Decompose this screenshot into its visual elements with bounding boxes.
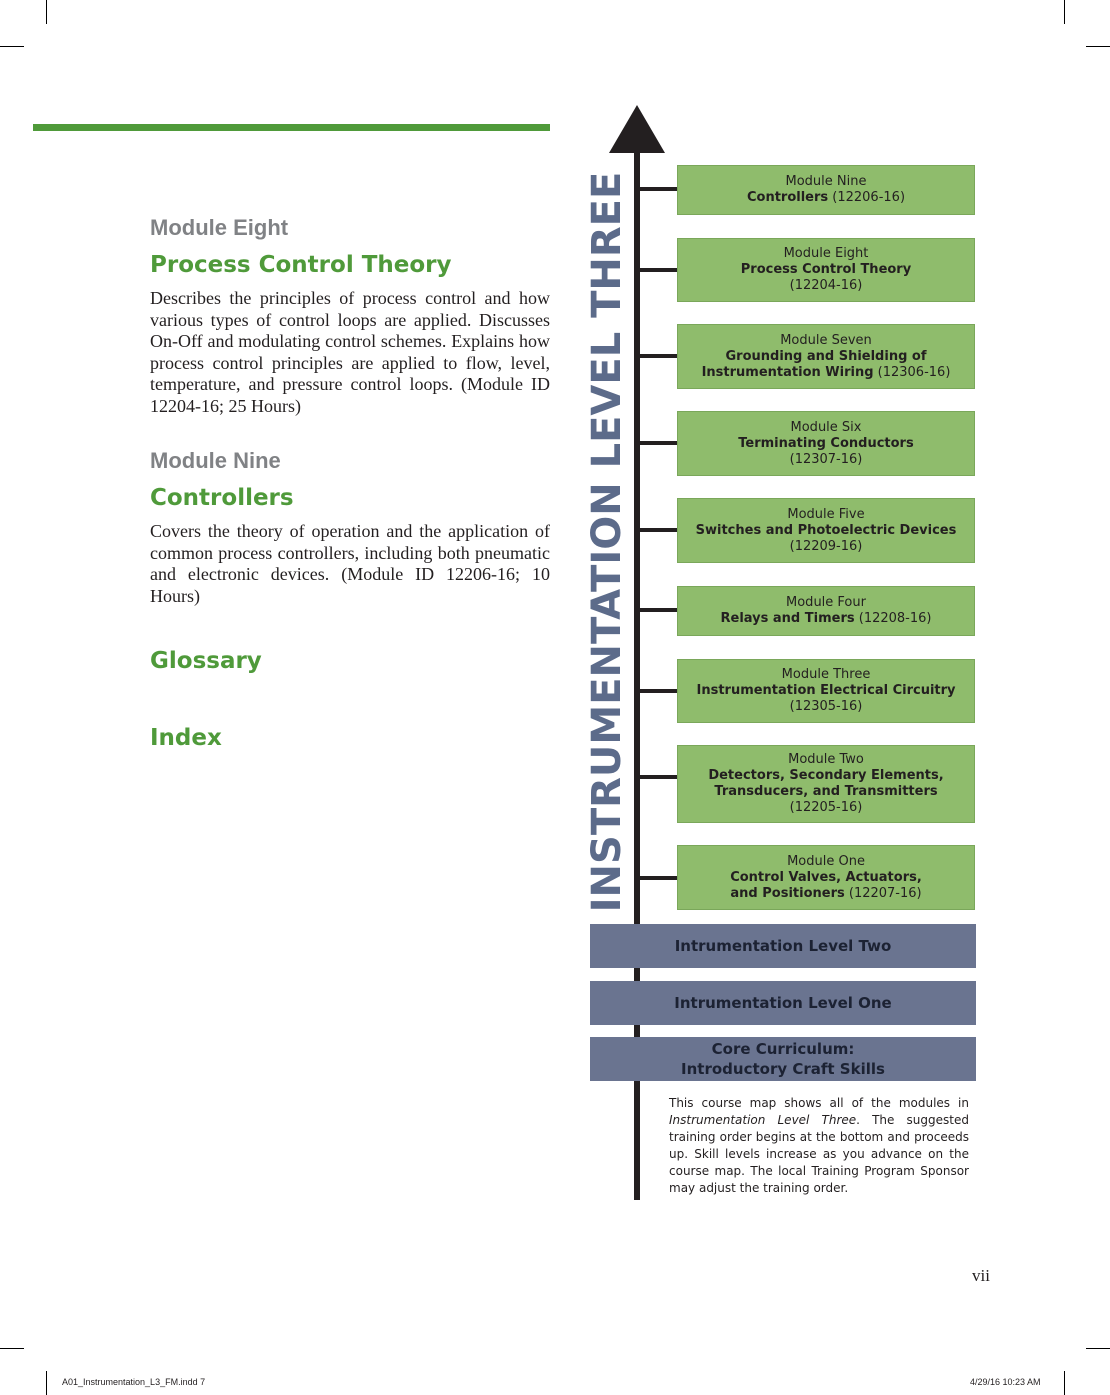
module-title: Transducers, and Transmitters — [714, 784, 938, 799]
module-box-nine — [677, 165, 975, 215]
course-map-note — [669, 1095, 969, 1197]
note-part2: . The suggested training order begins at the bottom and proceeds up. Skill levels increase as you advance on the course map. The local Training Program Sponsor may adjust the training order. — [669, 1113, 969, 1195]
module-title: Detectors, Secondary Elements, — [708, 768, 944, 783]
module-number: Module Two — [788, 752, 864, 767]
module-box-eight — [677, 238, 975, 302]
crop-mark — [1086, 46, 1110, 47]
module-title-line — [702, 365, 951, 381]
core-curriculum-line2: Introductory Craft Skills — [681, 1060, 885, 1078]
map-tick — [640, 775, 678, 779]
module-number: Module One — [787, 853, 865, 869]
crop-mark — [46, 1371, 47, 1395]
module-box-six — [677, 411, 975, 476]
level-one-bar — [590, 981, 976, 1025]
module-nine-title: Controllers — [150, 485, 294, 511]
core-curriculum-line1: Core Curriculum: — [711, 1040, 855, 1058]
module-nine-description: Covers the theory of operation and the application of common process controllers, including both pneumatic and electronic devices. (Module ID 12206-16; 10 Hours) — [150, 521, 550, 606]
crop-mark — [1064, 1371, 1065, 1395]
note-italic: Instrumentation Level Three — [669, 1113, 857, 1127]
module-title: Instrumentation Electrical Circuitry — [696, 683, 956, 698]
map-tick — [640, 268, 678, 272]
module-title: Relays and Timers — [720, 611, 855, 626]
map-tick — [640, 354, 678, 358]
module-code: (12208-16) — [858, 611, 932, 626]
slug-file: A01_Instrumentation_L3_FM.indd 7 — [62, 1377, 206, 1387]
vertical-title-text: INSTRUMENTATION LEVEL THREE — [584, 171, 630, 913]
module-box-five — [677, 498, 975, 563]
module-code: (12204-16) — [789, 278, 863, 293]
module-title-line — [721, 611, 932, 627]
crop-mark — [0, 46, 24, 47]
glossary-heading: Glossary — [150, 648, 262, 674]
module-box-three — [677, 659, 975, 723]
module-title: Process Control Theory — [740, 262, 912, 277]
map-tick — [640, 608, 678, 612]
module-title: Grounding and Shielding of — [725, 348, 927, 364]
module-code: (12305-16) — [789, 699, 863, 714]
module-title: Instrumentation Wiring — [701, 364, 874, 380]
module-box-two — [677, 745, 975, 823]
map-tick — [640, 528, 678, 532]
module-title: and Positioners — [730, 885, 845, 901]
module-eight-label: Module Eight — [150, 215, 289, 240]
map-tick — [640, 689, 678, 693]
module-number: Module Seven — [780, 332, 872, 348]
module-number: Module Four — [786, 595, 866, 610]
core-curriculum-bar — [590, 1037, 976, 1081]
module-code: (12306-16) — [877, 364, 951, 380]
page-number: vii — [972, 1266, 990, 1285]
crop-mark — [1064, 0, 1065, 24]
module-title: Controllers — [746, 190, 829, 205]
module-nine-label: Module Nine — [150, 448, 281, 473]
crop-mark — [46, 0, 47, 24]
level-one-label: Intrumentation Level One — [674, 994, 892, 1012]
crop-mark — [1086, 1348, 1110, 1349]
map-tick — [640, 187, 678, 191]
module-title: Terminating Conductors — [738, 435, 914, 451]
module-eight-description: Describes the principles of process control and how various types of control loops are applied. Discusses On-Off and modulating control schemes. Explains how process control principles are applied to flow, level, temperature, and pressure control loops. (Module ID 12204-16; 25 Hours) — [150, 288, 550, 416]
module-box-one — [677, 845, 975, 910]
level-two-label: Intrumentation Level Two — [674, 937, 892, 955]
index-heading: Index — [150, 725, 222, 751]
module-code: (12207-16) — [848, 885, 922, 901]
slug-date: 4/29/16 10:23 AM — [970, 1377, 1041, 1387]
level-two-bar — [590, 924, 976, 968]
module-number: Module Six — [790, 419, 862, 435]
module-code: (12209-16) — [789, 538, 863, 554]
module-title: Switches and Photoelectric Devices — [695, 522, 957, 538]
module-code: (12206-16) — [832, 190, 906, 205]
green-header-rule — [33, 124, 550, 131]
module-box-four — [677, 586, 975, 636]
module-box-seven — [677, 324, 975, 389]
note-part1: This course map shows all of the modules in — [669, 1096, 969, 1110]
module-title-line — [730, 886, 921, 902]
module-code: (12307-16) — [789, 451, 863, 467]
crop-mark — [0, 1348, 24, 1349]
module-number: Module Five — [787, 506, 865, 522]
module-code: (12205-16) — [789, 800, 863, 815]
module-number: Module Eight — [783, 246, 869, 261]
module-title-line — [747, 190, 905, 206]
map-tick — [640, 876, 678, 880]
module-number: Module Three — [781, 667, 871, 682]
module-title: Control Valves, Actuators, — [730, 869, 922, 885]
module-eight-title: Process Control Theory — [150, 252, 452, 278]
module-number: Module Nine — [785, 174, 867, 189]
map-tick — [640, 441, 678, 445]
